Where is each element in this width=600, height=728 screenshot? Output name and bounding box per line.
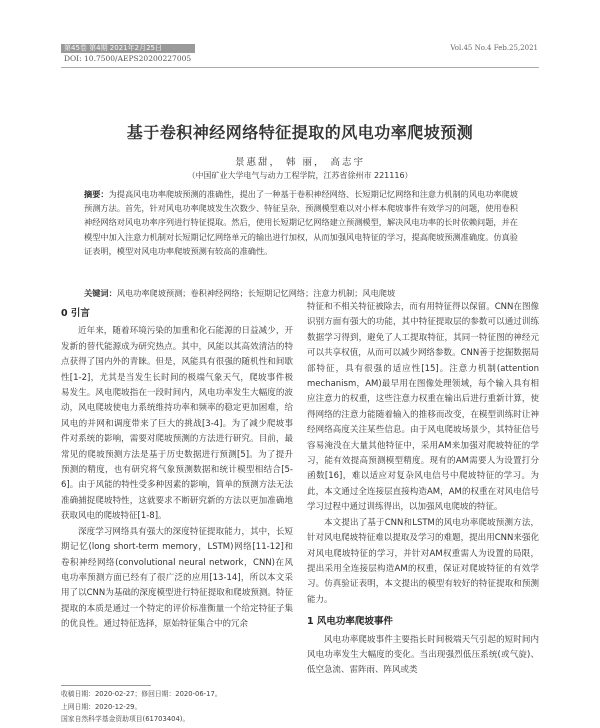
right-column — [307, 300, 539, 679]
footnote-online: 上网日期：2020-12-29。 — [61, 702, 142, 711]
section-heading-introduction: 0 引言 — [61, 308, 90, 319]
keywords-text: 风电功率爬坡预测；卷积神经网络；长短期记忆网络；注意力机制；风电爬坡 — [116, 288, 396, 298]
doi-line: DOI: 10.7500/AEPS20200227005 — [64, 54, 192, 63]
abstract-block — [84, 187, 518, 258]
abstract-label: 摘要： — [84, 189, 109, 199]
section-heading-ramp-events: 1 风电功率爬坡事件 — [307, 616, 393, 628]
author-list: 景惠甜， 韩 丽， 高志宇 — [234, 157, 366, 168]
footnote-received: 收稿日期：2020-02-27；修回日期：2020-06-17。 — [61, 690, 222, 698]
footnotes — [61, 688, 293, 726]
keywords-block — [84, 286, 518, 300]
footnote-fund: 国家自然科学基金资助项目(61703404)。 — [61, 715, 190, 723]
footnote-divider — [61, 685, 151, 686]
header-divider — [61, 67, 539, 68]
author-affiliation: （中国矿业大学电气与动力工程学院，江苏省徐州市 221116） — [187, 171, 413, 180]
keywords-label: 关键词： — [84, 288, 117, 298]
paper-title: 基于卷积神经网络特征提取的风电功率爬坡预测 — [126, 123, 474, 142]
left-column — [61, 300, 293, 633]
journal-volume-header: Vol.45 No.4 Feb.25,2021 — [450, 44, 538, 52]
abstract-text: 为提高风电功率爬坡预测的准确性，提出了一种基于卷积神经网络、长短期记忆网络和注意力机制的风电功率爬坡预测方法。首先，针对风电功率爬坡发生次数少、特征呈杂、预测模型难以对小样本爬坡事件有效学习的问题，使用卷积神经网络对风电功率序列进行特征提取。然后，使用长短期记忆网络建立预测模型，解决风电功率的长时依赖问题，并在模型中加入注意力机制对长短期记忆网络单元的输出进行加权，从而加强风电特征的学习，提高爬坡预测准确度。仿真验证表明，模型对风电功率爬坡预测有较高的准确性。 — [84, 189, 518, 256]
intro-paragraph-2: 深度学习网络具有强大的深度特征提取能力，其中，长短期记忆(long short-term memory，LSTM)网络[11-12]和卷积神经网络(convolutional neural network，CNN)在风电功率预测方面已经有了很广泛的应用[13-14]，所以本文采用了以CNN为基础的深度模型进行特征提取和爬坡预测。特征提取的本质是通过一个特定的评价标准衡量一个给定特征子集的优良性。通过特征选择，原始特征集合中的冗余 — [61, 526, 293, 630]
intro-paragraph-3: 特征和不相关特征被除去，而有用特征得以保留。CNN在图像识别方面有强大的功能，其中特征提取层的参数可以通过训练数据学习得到，避免了人工提取特征，其同一特征图的神经元可以共享权值，从而可以减少网络参数。CNN善于挖掘数据局部特征，具有很强的适应性[15]。注意力机制(attention mechanism，AM)最早用在图像处理领域，每个输入具有相应注意力的权重，这些注意力权重在输出后进行重新计算，使得网络的注意力能随着输入的推移而改变，在模型训练时让神经网络高度关注某些信息。由于风电爬坡场景少，其特征信号容易淹没在大量其他特征中，采用AM来加强对爬坡特征的学习，能有效提高预测模型精度。现有的AM需要人为设置打分函数[16]，难以适应对复杂风电信号中爬坡特征的学习。为此，本文通过全连接层直接构造AM，AM的权重在对风电信号学习过程中通过训练得出，以加强风电爬坡的特征。 — [307, 302, 539, 513]
intro-paragraph-4: 本文提出了基于CNN和LSTM的风电功率爬坡预测方法，针对风电爬坡特征难以提取及学习的难题，提出用CNN来强化对风电爬坡特征的学习，并针对AM权重需人为设置的局限，提出采用全连接层构造AM的权重，保证对爬坡特征的有效学习。仿真验证表明，本文提出的模型有较好的特征提取和预测能力。 — [307, 517, 539, 605]
journal-issue-header: 第45卷 第4期 2021年2月25日 — [64, 44, 162, 52]
intro-paragraph-1: 近年来，随着环境污染的加重和化石能源的日益减少，开发新的替代能源成为研究热点。其中，风能以其高效清洁的特点获得了国内外的青睐。但是，风能具有很强的随机性和间歇性[1-2]，尤其是当发生长时间的极端气象天气，爬坡事件极易发生。风电爬坡指在一段时间内，风电功率发生大幅度的波动，风电爬坡使电力系统维持功率和频率的稳定更加困难，给风电的并网和调度带来了巨大的挑战[3-4]。为了减少爬坡事件对系统的影响，需要对爬坡预测的方法进行研究。目前，最常见的爬坡预测方法是基于历史数据进行预测[5]。为了提升预测的精度，也有研究将气象预测数据和统计模型相结合[5-6]。由于风能的特性受多种因素的影响，简单的预测方法无法准确捕捉爬坡特性，这就要求不断研究新的方法以更加准确地获取风电的爬坡特征[1-8]。 — [61, 326, 293, 522]
ramp-paragraph-1: 风电功率爬坡事件主要指长时间极端天气引起的短时间内风电功率发生大幅度的变化。当出现强烈低压系统(或气旋)、低空急流、雷阵雨、阵风或类 — [307, 634, 539, 676]
